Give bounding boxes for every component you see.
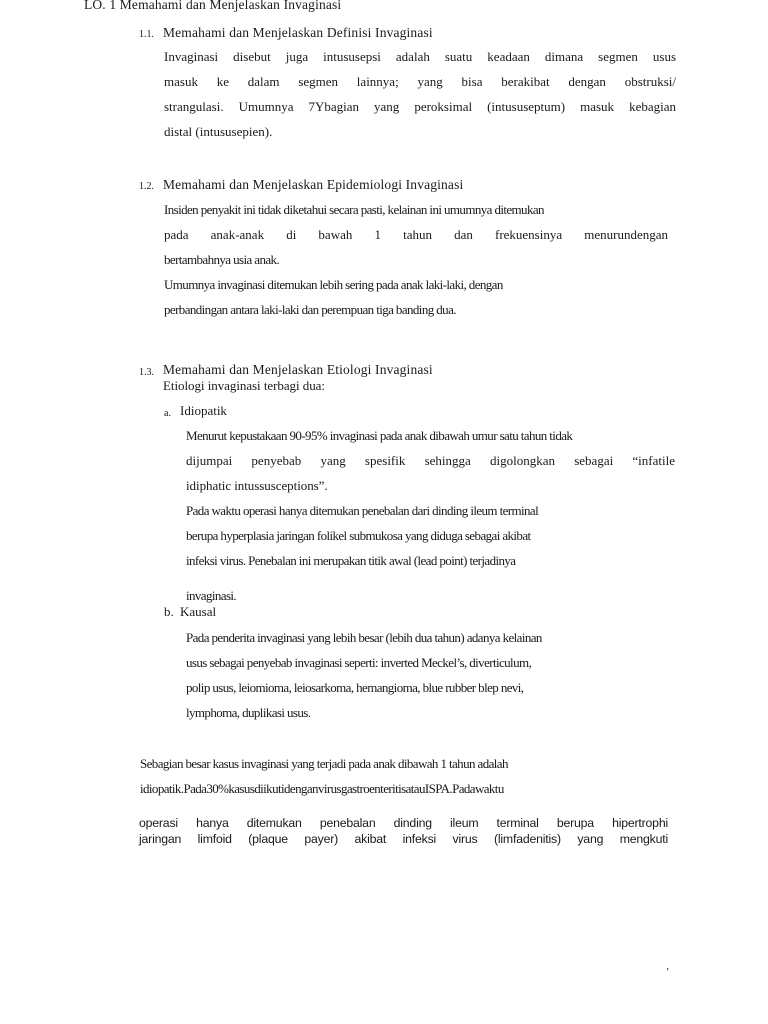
list-marker: b. [164,604,174,619]
paragraph-line: Pada penderita invaginasi yang lebih besar (lebih dua tahun) adanya kelainan [186,630,542,645]
paragraph-line: jaringan limfoid (plaque payer) akibat infeksi virus (limfadenitis) yang mengkuti [139,832,668,846]
paragraph-line: Umumnya invaginasi ditemukan lebih sering pada anak laki-laki, dengan [164,277,503,292]
paragraph-line: infeksi virus. Penebalan ini merupakan titik awal (lead point) terjadinya [186,553,516,568]
list-item-title: Kausal [180,604,217,619]
paragraph-line: bertambahnya usia anak. [164,252,280,267]
paragraph-line: berupa hyperplasia jaringan folikel submukosa yang diduga sebagai akibat [186,528,531,543]
section-heading: Memahami dan Menjelaskan Etiologi Invaginasi [163,362,433,377]
paragraph-line: usus sebagai penyebab invaginasi seperti: inverted Meckel’s, diverticulum, [186,655,532,670]
paragraph-line: pada anak-anak di bawah 1 tahun dan frekuensinya menurundengan [164,227,668,242]
paragraph-line: Sebagian besar kasus invaginasi yang terjadi pada anak dibawah 1 tahun adalah [140,756,508,771]
section-number: 1.2. [139,181,154,192]
paragraph-line: perbandingan antara laki-laki dan perempuan tiga banding dua. [164,302,456,317]
section-intro: Etiologi invaginasi terbagi dua: [163,378,325,393]
section-number: 1.3. [139,367,154,378]
section-number: 1.1. [139,29,154,40]
list-item-title: Idiopatik [180,403,227,418]
paragraph-line: operasi hanya ditemukan penebalan dinding ileum terminal berupa hipertrophi [139,816,668,830]
paragraph-line: masuk ke dalam segmen lainnya; yang bisa berakibat dengan obstruksi/ [164,74,676,89]
section-heading: Memahami dan Menjelaskan Epidemiologi Invaginasi [163,177,464,192]
paragraph-line: idiopatik.Pada30%kasusdiikutidenganvirusgastroenteritisatauISPA.Padawaktu [140,781,504,796]
paragraph-line: Menurut kepustakaan 90-95% invaginasi pada anak dibawah umur satu tahun tidak [186,428,573,443]
paragraph-line: polip usus, leiomioma, leiosarkoma, hemangioma, blue rubber blep nevi, [186,680,524,695]
list-marker: a. [164,408,171,419]
paragraph-line: Insiden penyakit ini tidak diketahui secara pasti, kelainan ini umumnya ditemukan [164,202,544,217]
paragraph-line: strangulasi. Umumnya 7Ybagian yang peroksimal (intususeptum) masuk kebagian [164,99,676,114]
paragraph-line: Pada waktu operasi hanya ditemukan penebalan dari dinding ileum terminal [186,503,539,518]
paragraph-line: lymphoma, duplikasi usus. [186,705,311,720]
paragraph-line: Invaginasi disebut juga intususepsi adalah suatu keadaan dimana segmen usus [164,49,676,64]
paragraph-line: dijumpai penyebab yang spesifik sehingga digolongkan sebagai “infatile [186,453,675,468]
paragraph-line: invaginasi. [186,588,237,603]
lo-title: LO. 1 Memahami dan Menjelaskan Invaginasi [84,0,342,12]
page-mark: ʼ [666,967,670,978]
section-heading: Memahami dan Menjelaskan Definisi Invaginasi [163,25,433,40]
paragraph-line: distal (intususepien). [164,124,273,139]
paragraph-line: idiphatic intussusceptions”. [186,478,328,493]
